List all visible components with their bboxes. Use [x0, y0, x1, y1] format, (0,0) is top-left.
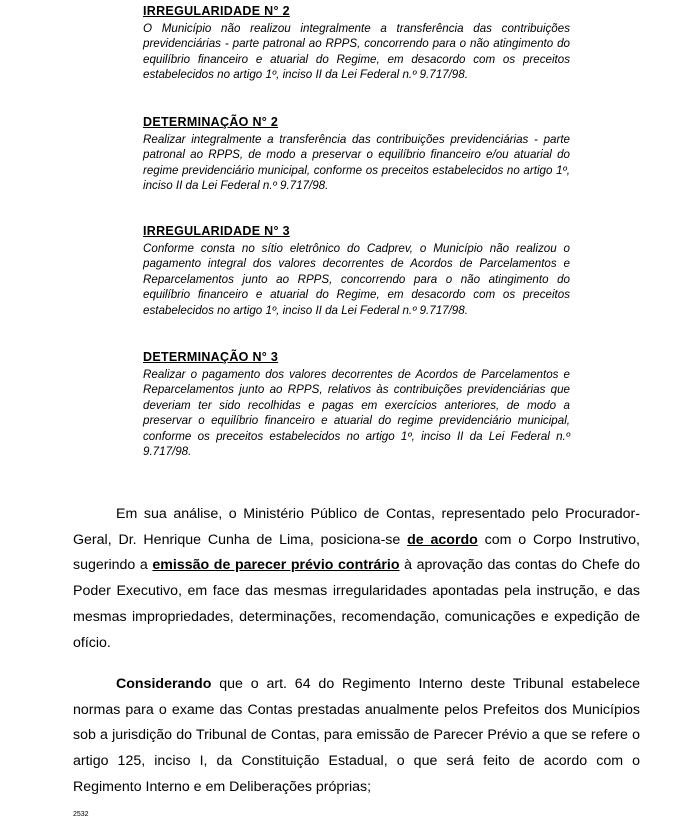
- text-irregularidade-3: Conforme consta no sítio eletrônico do Cadprev, o Município não realizou o pagamento integral dos valores decorrentes de Acordos de Parcelamentos e Reparcelamentos junto ao RPPS, concorrendo para o não atingimento do equilíbrio financeiro e atuarial do Regime, em desacordo com os preceitos estabelecidos no artigo 1º, inciso II da Lei Federal n.º 9.717/98.: [143, 242, 570, 317]
- para1-text-1: Em sua análise, o Ministério Público de Contas, representado pelo Procurador-Geral, Dr. Henrique Cunha de Lima, posiciona-se: [73, 506, 640, 548]
- para2-bold-considerando: Considerando: [116, 676, 212, 692]
- text-determinacao-3: Realizar o pagamento dos valores decorrentes de Acordos de Parcelamentos e Reparcelamentos junto ao RPPS, relativos às contribuições previdenciárias que deveriam ter sido recolhidas e pagas em exercícios anteriores, de modo a preservar o equilíbrio financeiro e atuarial do regime previdenciário municipal, conforme os preceitos estabelecidos no artigo 1º, inciso II da Lei Federal n.º 9.717/98.: [143, 368, 570, 459]
- paragraph-ministerio-publico: [73, 502, 640, 656]
- item-irregularidade-2: [143, 4, 570, 83]
- para1-text-3: à aprovação das contas do Chefe do Poder Executivo, em face das mesmas irregularidades apontadas pela instrução, e das mesmas impropriedades, determinações, recomendação, comunicações e expedição de ofício.: [73, 557, 640, 651]
- para1-bold-parecer-contrario: emissão de parecer prévio contrário: [152, 557, 400, 574]
- item-determinacao-3: [143, 350, 570, 459]
- heading-irregularidade-2: IRREGULARIDADE N° 2: [143, 4, 290, 18]
- item-determinacao-2: [143, 115, 570, 194]
- para1-bold-de-acordo: de acordo: [407, 531, 478, 548]
- heading-irregularidade-3: IRREGULARIDADE N° 3: [143, 224, 290, 238]
- text-determinacao-2: Realizar integralmente a transferência das contribuições previdenciárias - parte patronal ao RPPS, de modo a preservar o equilíbrio financeiro e/ou atuarial do regime previdenciário municipal, conforme os preceitos estabelecidos no artigo 1º, inciso II da Lei Federal n.º 9.717/98.: [143, 133, 570, 193]
- heading-determinacao-2: DETERMINAÇÃO N° 2: [143, 115, 279, 129]
- paragraph-considerando: [73, 672, 640, 801]
- page-footer-code: 2532: [73, 811, 89, 818]
- item-irregularidade-3: [143, 224, 570, 318]
- text-irregularidade-2: O Município não realizou integralmente a transferência das contribuições previdenciárias - parte patronal ao RPPS, concorrendo para o não atingimento do equilíbrio financeiro e atuarial do Regime, em desacordo com os preceitos estabelecidos no artigo 1º, inciso II da Lei Federal n.º 9.717/98.: [143, 22, 570, 82]
- para1-text-2: com o Corpo Instrutivo, sugerindo a: [73, 531, 640, 574]
- para2-text: que o art. 64 do Regimento Interno deste Tribunal estabelece normas para o exame das Contas prestadas anualmente pelos Prefeitos dos Municípios sob a jurisdição do Tribunal de Contas, para emissão de Parecer Prévio a que se refere o artigo 125, inciso I, da Constituição Estadual, o que será feito de acordo com o Regimento Interno e em Deliberações próprias;: [73, 676, 640, 795]
- heading-determinacao-3: DETERMINAÇÃO N° 3: [143, 350, 279, 364]
